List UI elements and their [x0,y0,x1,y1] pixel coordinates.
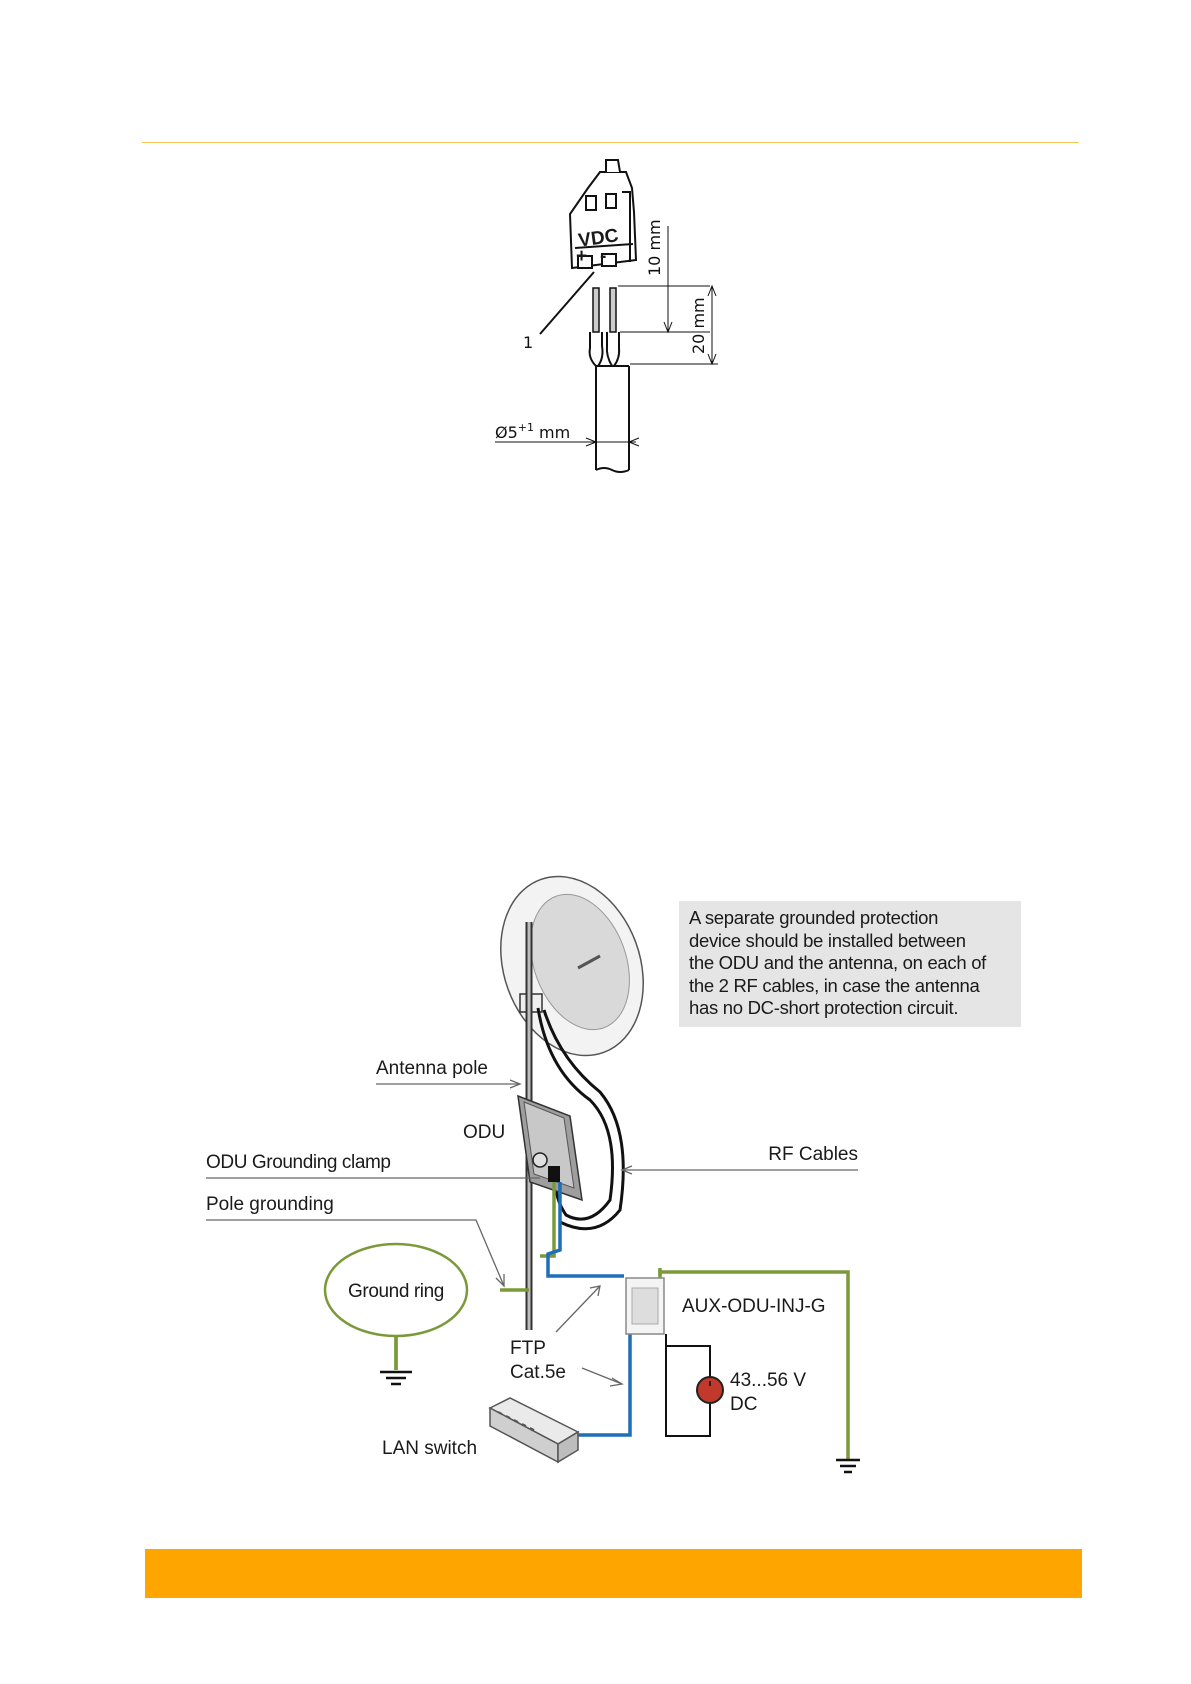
label-ground-ring: Ground ring [348,1281,444,1302]
injector-device [626,1278,664,1334]
note-line: A separate grounded protection [689,907,939,928]
label-odu-grounding-clamp: ODU Grounding clamp [206,1152,391,1173]
ethernet-cables [548,1182,630,1445]
callout-number-1: 1 [523,333,534,352]
note-line: device should be installed between [689,929,966,951]
note-line: the ODU and the antenna, on each of [689,952,987,973]
diameter-base: Ø5 [495,423,518,442]
vdc-label: VDC [577,225,620,252]
ground-symbol-left [380,1372,412,1384]
plus-sign: + [576,246,588,267]
label-cat5e: Cat.5e [510,1362,566,1383]
protection-note [679,901,1021,1027]
note-line: the 2 RF cables, in case the antenna [689,974,980,996]
note-line: has no DC-short protection circuit. [689,997,959,1018]
label-injector: AUX-ODU-INJ-G [682,1296,826,1317]
dimension-20mm: 20 mm [689,297,708,354]
power-supply [666,1334,723,1436]
ground-symbol-right [836,1460,860,1472]
label-pole-grounding: Pole grounding [206,1194,334,1215]
label-odu: ODU [463,1122,506,1143]
label-power-dc: DC [730,1394,758,1415]
lan-switch-device [490,1398,578,1462]
label-rf-cables: RF Cables [768,1144,858,1165]
label-lan-switch: LAN switch [382,1438,478,1459]
diameter-unit: mm [539,423,571,442]
dimension-10mm: 10 mm [645,219,664,276]
minus-sign: - [600,246,607,267]
label-power-voltage: 43...56 V [730,1370,807,1391]
ground-wires [396,1182,848,1460]
label-ftp: FTP [510,1338,546,1359]
label-antenna-pole: Antenna pole [376,1058,488,1079]
footer-bar [145,1549,1082,1598]
diameter-sup: +1 [517,421,534,434]
antenna-dish [477,856,668,1075]
